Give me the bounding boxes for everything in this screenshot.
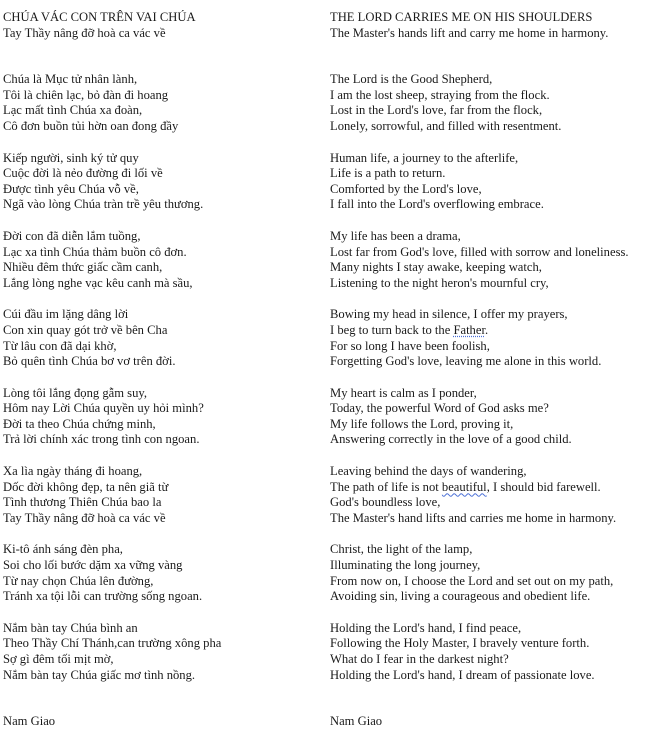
poem-line: The Master's hand lifts and carries me home in harmony. <box>330 510 617 525</box>
poem-line: Từ lâu con đã dại khờ, <box>3 338 117 353</box>
stanza <box>3 464 323 526</box>
poem-line: Lonely, sorrowful, and filled with resentment. <box>330 118 562 133</box>
poem-line: Avoiding sin, living a courageous and obedient life. <box>330 589 591 604</box>
poem-line: Nhiều đêm thức giấc cầm canh, <box>3 260 163 275</box>
stanza <box>330 307 655 369</box>
poem-line: My life follows the Lord, proving it, <box>330 416 514 431</box>
poem-line: Answering correctly in the love of a good child. <box>330 432 572 447</box>
poem-line: Được tình yêu Chúa vỗ về, <box>3 181 139 196</box>
poem-line: Bỏ quên tình Chúa bơ vơ trên đời. <box>3 354 176 369</box>
poem-line: Christ, the light of the lamp, <box>330 542 473 557</box>
poem-line: Xa lìa ngày tháng đi hoang, <box>3 464 143 479</box>
poem-line: Chúa là Mục tử nhân lành, <box>3 72 138 87</box>
poem-line: Human life, a journey to the afterlife, <box>330 150 519 165</box>
stanza <box>3 72 323 134</box>
poem-line: Đời ta theo Chúa chứng minh, <box>3 416 156 431</box>
poem-line: Cô đơn buồn tủi hờn oan đong đầy <box>3 118 179 133</box>
poem-line: Life is a path to return. <box>330 166 446 181</box>
poem-line: I am the lost sheep, straying from the flock. <box>330 87 550 102</box>
vi-title: CHÚA VÁC CON TRÊN VAI CHÚA <box>3 10 196 24</box>
poem-line: I fall into the Lord's overflowing embrace. <box>330 197 544 212</box>
poem-line: Ki-tô ánh sáng đèn pha, <box>3 542 123 557</box>
poem-line: Cúi đầu im lặng dâng lời <box>3 307 129 322</box>
poem-line: Hôm nay Lời Chúa quyền uy hỏi mình? <box>3 401 204 416</box>
poem-line: Following the Holy Master, I bravely venture forth. <box>330 636 590 651</box>
english-column <box>330 10 655 730</box>
poem-line: Today, the powerful Word of God asks me? <box>330 401 549 416</box>
poem-line: Many nights I stay awake, keeping watch, <box>330 260 542 275</box>
poem-line: Holding the Lord's hand, I find peace, <box>330 620 522 635</box>
poem-line: Cuộc đời là nẻo đường đi lối về <box>3 166 163 181</box>
vi-stanzas <box>3 72 323 683</box>
poem-line: Tình thương Thiên Chúa bao la <box>3 495 162 510</box>
poem-line: Từ nay chọn Chúa lên đường, <box>3 573 154 588</box>
poem-line: Ngã vào lòng Chúa tràn trề yêu thương. <box>3 197 204 212</box>
poem-line: Bowing my head in silence, I offer my prayers, <box>330 307 568 322</box>
poem-line: The path of life is not beautiful, I should bid farewell. <box>330 479 601 494</box>
poem-line: Đời con đã diễn lắm tuồng, <box>3 228 141 243</box>
stanza <box>330 229 655 291</box>
stanza <box>3 386 323 448</box>
poem-line: Lòng tôi lắng đọng gẫm suy, <box>3 385 147 400</box>
poem-line: The Lord is the Good Shepherd, <box>330 72 493 87</box>
poem-line: Lạc xa tình Chúa thảm buồn cô đơn. <box>3 244 187 259</box>
poem-line: I beg to turn back to the Father. <box>330 322 489 337</box>
poem-line: Tránh xa tội lỗi can trường sống ngoan. <box>3 589 203 604</box>
poem-line: Tay Thầy nâng đỡ hoà ca vác về <box>3 510 166 525</box>
vietnamese-column <box>3 10 323 730</box>
stanza <box>3 151 323 213</box>
poem-line: Forgetting God's love, leaving me alone in this world. <box>330 354 602 369</box>
stanza <box>330 151 655 213</box>
poem-line: Leaving behind the days of wandering, <box>330 464 527 479</box>
poem-line: Dốc đời không đẹp, ta nên giã từ <box>3 479 169 494</box>
poem-line: Con xin quay gót trở về bên Cha <box>3 322 168 337</box>
poem-line: My heart is calm as I ponder, <box>330 385 477 400</box>
poem-line: Holding the Lord's hand, I dream of passionate love. <box>330 667 595 682</box>
poem-line: Lắng lòng nghe vạc kêu canh mà sầu, <box>3 275 193 290</box>
poem-line: Sợ gì đêm tối mịt mờ, <box>3 652 114 666</box>
stanza <box>330 464 655 526</box>
poem-line: What do I fear in the darkest night? <box>330 652 509 666</box>
stanza <box>3 621 323 683</box>
stanza <box>3 307 323 369</box>
poem-line: Tôi là chiên lạc, bỏ đàn đi hoang <box>3 87 169 102</box>
en-title: THE LORD CARRIES ME ON HIS SHOULDERS <box>330 10 593 24</box>
poem-line: My life has been a drama, <box>330 228 461 243</box>
poem-line: Soi cho lối bước dặm xa vững vàng <box>3 558 183 573</box>
stanza <box>330 542 655 604</box>
poem-line: Lost far from God's love, filled with sorrow and loneliness. <box>330 244 629 259</box>
vi-author: Nam Giao <box>3 714 56 729</box>
poem-line: Trả lời chính xác trong tình con ngoan. <box>3 432 200 447</box>
poem-line: Listening to the night heron's mournful cry, <box>330 275 549 290</box>
poem-line: Nắm bàn tay Chúa bình an <box>3 620 138 635</box>
poem-line: Lạc mất tình Chúa xa đoàn, <box>3 103 143 118</box>
en-stanzas <box>330 72 655 683</box>
poem-line: Theo Thầy Chí Thánh,can trường xông pha <box>3 636 222 651</box>
en-author: Nam Giao <box>330 714 383 729</box>
stanza <box>330 386 655 448</box>
stanza <box>3 542 323 604</box>
stanza <box>330 72 655 134</box>
poem-line: Illuminating the long journey, <box>330 558 481 573</box>
stanza <box>330 621 655 683</box>
stanza <box>3 229 323 291</box>
poem-line: Lost in the Lord's love, far from the flock, <box>330 103 543 118</box>
poem-line: From now on, I choose the Lord and set out on my path, <box>330 573 614 588</box>
en-subtitle: The Master's hands lift and carry me home in harmony. <box>330 25 609 40</box>
poem-line: Kiếp người, sinh ký tử quy <box>3 150 139 165</box>
poem-line: Nắm bàn tay Chúa giấc mơ tình nồng. <box>3 667 196 682</box>
poem-line: For so long I have been foolish, <box>330 338 490 353</box>
poem-line: God's boundless love, <box>330 495 441 510</box>
vi-subtitle: Tay Thầy nâng đỡ hoà ca vác về <box>3 25 166 40</box>
poem-line: Comforted by the Lord's love, <box>330 181 482 196</box>
